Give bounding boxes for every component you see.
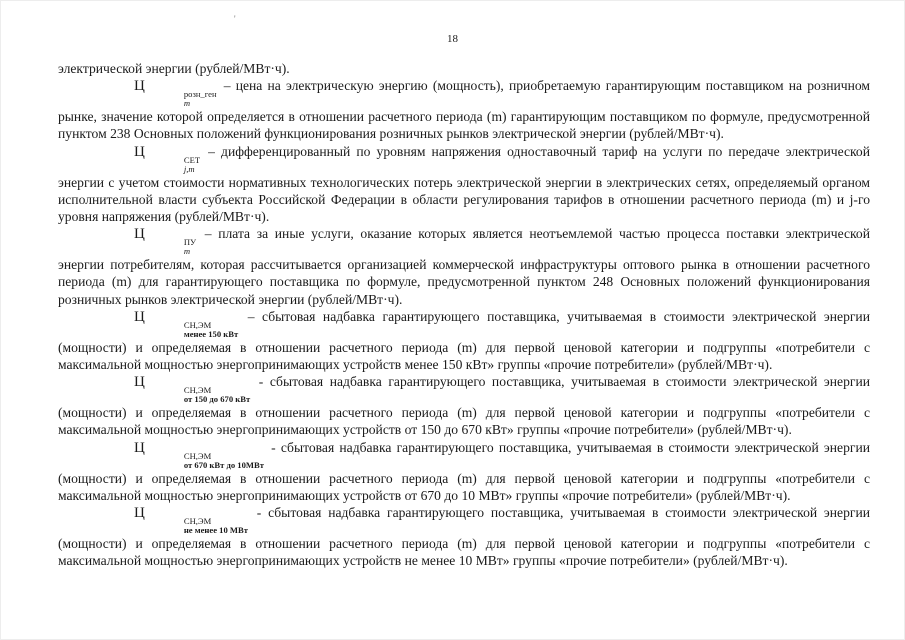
definition-markup-over-10mw xyxy=(58,504,870,569)
symbol-superscript: розн_ген xyxy=(183,89,217,100)
symbol-superscript: ПУ xyxy=(183,237,197,248)
paragraph-continuation xyxy=(58,60,870,77)
definition-markup-150-670kw xyxy=(58,373,870,438)
formula-symbol xyxy=(96,439,266,470)
definition-text: - сбытовая надбавка гарантирующего поставщика, учитываемая в стоимости электрической энергии (мощности) и определяемая в отношении расчетного периода (m) для первой ценовой категории и подгруппы «потребители с максимальной мощностью энергопринимающих устройств не менее 10 МВт» группы «прочие потребители» (рублей/МВт·ч). xyxy=(58,505,870,569)
symbol-superscript: СН,ЭМ xyxy=(183,319,212,330)
symbol-superscript: СН,ЭМ xyxy=(183,516,212,527)
symbol-subscript: от 150 до 670 кВт xyxy=(183,394,251,405)
formula-symbol xyxy=(96,225,198,256)
symbol-subscript: не менее 10 МВт xyxy=(183,525,248,536)
symbol-subscript: менее 150 кВт xyxy=(183,328,239,339)
symbol-base: Ц xyxy=(134,505,145,522)
symbol-subscript: j,m xyxy=(183,163,195,174)
paragraph-text: электрической энергии (рублей/МВт·ч). xyxy=(58,61,290,76)
symbol-subscript: m xyxy=(183,246,191,257)
symbol-subscript: m xyxy=(183,98,191,109)
definition-markup-670kw-10mw xyxy=(58,439,870,504)
symbol-superscript: СН,ЭМ xyxy=(183,450,212,461)
formula-symbol xyxy=(96,308,240,339)
definition-other-services xyxy=(58,225,870,308)
definition-markup-under-150kw xyxy=(58,308,870,373)
formula-symbol xyxy=(96,504,250,535)
definition-grid-tariff xyxy=(58,143,870,226)
formula-symbol xyxy=(96,143,202,174)
symbol-base: Ц xyxy=(134,308,145,325)
symbol-subscript: от 670 кВт до 10МВт xyxy=(183,459,264,470)
definition-retail-price xyxy=(58,77,870,142)
document-body xyxy=(58,60,870,569)
formula-symbol xyxy=(96,373,252,404)
symbol-superscript: СН,ЭМ xyxy=(183,385,212,396)
definition-text: – дифференцированный по уровням напряжения одноставочный тариф на услуги по передаче электрической энергии с учетом стоимости нормативных технологических потерь электрической энергии в электрических сетях, определяемый органом исполнительной власти субъекта Российской Федерации в области регулирования тарифов в отношении расчетного периода (m) и j-го уровня напряжения (рублей/МВт·ч). xyxy=(58,143,870,225)
scan-artifact-mark: ' xyxy=(234,14,236,24)
symbol-base: Ц xyxy=(134,439,145,456)
page-number: 18 xyxy=(447,33,458,45)
symbol-base: Ц xyxy=(134,226,145,243)
formula-symbol xyxy=(96,77,219,108)
symbol-base: Ц xyxy=(134,374,145,391)
symbol-base: Ц xyxy=(134,78,145,95)
definition-text: – сбытовая надбавка гарантирующего поставщика, учитываемая в стоимости электрической энергии (мощности) и определяемая в отношении расчетного периода (m) для первой ценовой категории и подгруппы «потребители с максимальной мощностью энергопринимающих устройств менее 150 кВт» группы «прочие потребители» (рублей/МВт·ч). xyxy=(58,308,870,373)
symbol-superscript: СЕТ xyxy=(183,154,201,165)
definition-text: – плата за иные услуги, оказание которых является неотъемлемой частью процесса поставки электрической энергии потребителям, которая рассчитывается организацией коммерческой инфраструктуры оптового рынка в отношении расчетного периода (m) для гарантирующего поставщика по формуле, предусмотренной пунктом 248 Основных положений функционирования розничных рынков электрической энергии (рублей/МВт·ч). xyxy=(58,226,870,307)
definition-text: - сбытовая надбавка гарантирующего поставщика, учитываемая в стоимости электрической энергии (мощности) и определяемая в отношении расчетного периода (m) для первой ценовой категории и подгруппы «потребители с максимальной мощностью энергопринимающих устройств от 150 до 670 кВт» группы «прочие потребители» (рублей/МВт·ч). xyxy=(58,374,870,438)
symbol-base: Ц xyxy=(134,143,145,160)
definition-text: – цена на электрическую энергию (мощность), приобретаемую гарантирующим поставщиком на розничном рынке, значение которой определяется в отношении расчетного периода (m) гарантирующим поставщиком по формуле, предусмотренной пунктом 238 Основных положений функционирования розничных рынков электрической энергии (рублей/МВт·ч). xyxy=(58,78,870,142)
definition-text: - сбытовая надбавка гарантирующего поставщика, учитываемая в стоимости электрической энергии (мощности) и определяемая в отношении расчетного периода (m) для первой ценовой категории и подгруппы «потребители с максимальной мощностью энергопринимающих устройств от 670 до 10 МВт» группы «прочие потребители» (рублей/МВт·ч). xyxy=(58,439,870,503)
